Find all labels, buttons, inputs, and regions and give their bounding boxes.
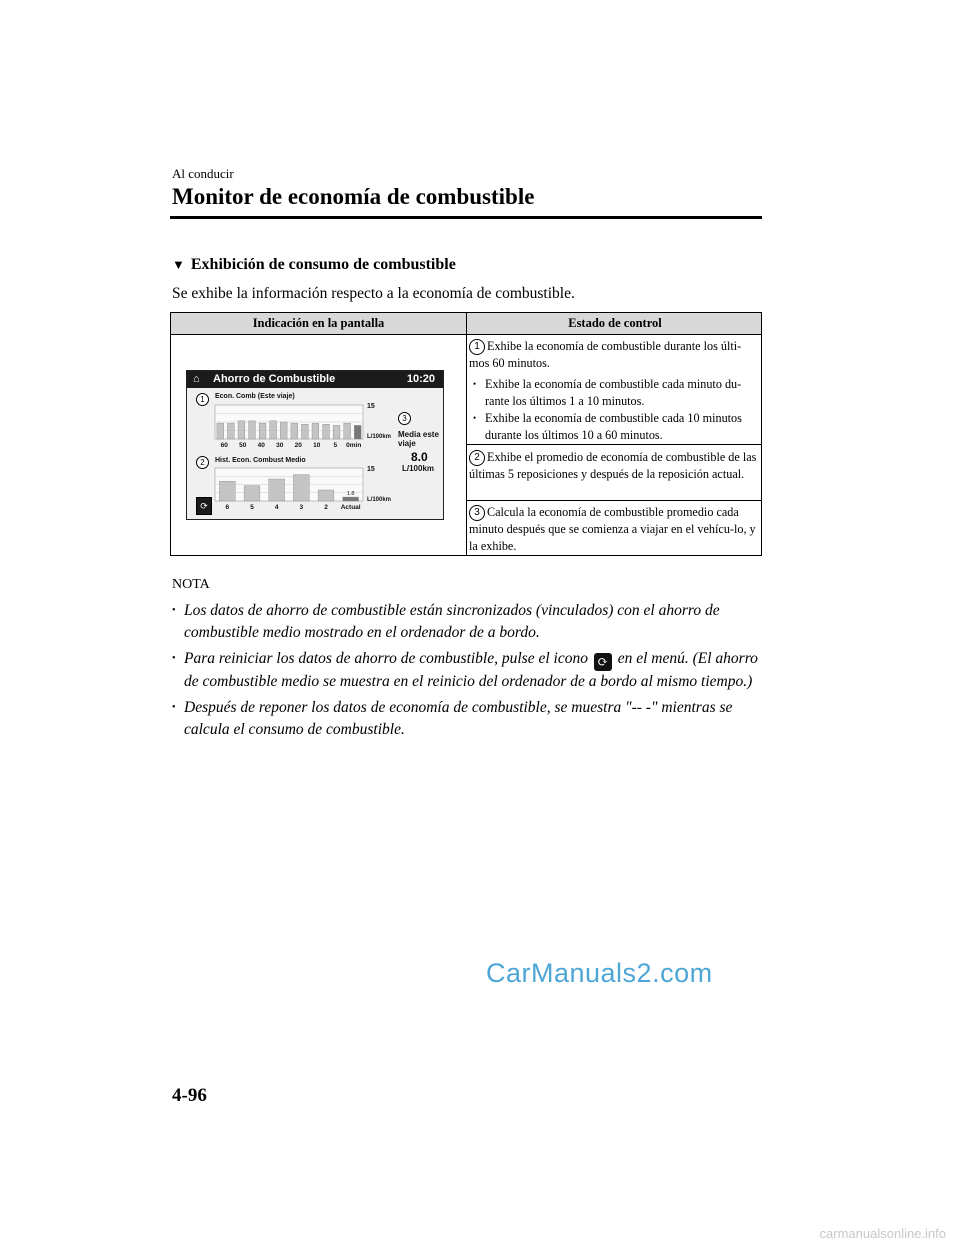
- row-text: Exhibe la economía de combustible durante los últi-mos 60 minutos.: [469, 339, 742, 370]
- section-label: Al conducir: [172, 166, 234, 181]
- reset-icon: ⟳: [594, 653, 612, 671]
- tick-label: 10: [313, 442, 321, 449]
- chart-bar: [318, 490, 334, 501]
- row-text: Calcula la economía de combustible promedio cada minuto después que se comienza a viajar en el vehícu-lo, y la exhibe.: [469, 505, 756, 553]
- chart-bar: [343, 497, 359, 501]
- chart-bar: [291, 423, 298, 439]
- note-text: Para reiniciar los datos de ahorro de combustible, pulse el icono: [184, 650, 588, 667]
- tick-label: 60: [220, 442, 228, 449]
- nota-label: NOTA: [172, 577, 210, 592]
- tick-label: 40: [257, 442, 265, 449]
- tick-label: 5: [250, 504, 254, 511]
- nota-list: [172, 600, 772, 745]
- row-divider: [466, 500, 762, 501]
- fuel-economy-screen: [186, 370, 444, 520]
- list-item: • Exhibe la economía de combustible cada minuto du-rante los últimos 1 a 10 minutos.: [483, 376, 759, 410]
- page-title: Monitor de economía de combustible: [172, 184, 535, 209]
- chart-bar: [270, 421, 277, 439]
- tick-label: 4: [274, 504, 279, 511]
- data-label: 1.8: [346, 491, 355, 498]
- chart-bar: [280, 422, 287, 439]
- number-badge: 1: [469, 339, 485, 355]
- callout-3: 3: [398, 412, 411, 425]
- tick-label: 0min: [346, 442, 362, 449]
- chart-bar: [354, 425, 361, 439]
- footer-watermark: carmanualsonline.info: [819, 1226, 946, 1241]
- list-item: • Después de reponer los datos de economía de combustible, se muestra "-- -" mientras se calcula el consumo de combustible.: [172, 697, 772, 741]
- avg-unit: L/100km: [402, 464, 435, 473]
- number-badge: 3: [469, 505, 485, 521]
- table-row: [469, 504, 759, 555]
- table-row: [469, 338, 759, 444]
- triangle-down-icon: ▼: [172, 257, 185, 272]
- callout-2: 2: [196, 456, 209, 469]
- watermark: CarManuals2.com: [486, 958, 713, 988]
- chart-bar: [312, 423, 319, 439]
- subheading-text: Exhibición de consumo de combustible: [190, 256, 456, 273]
- screen-clock: 10:20: [406, 373, 435, 385]
- list-item: • Exhibe la economía de combustible cada 10 minutos durante los últimos 10 a 60 minutos.: [483, 410, 759, 444]
- chart-bar: [344, 423, 351, 439]
- chart-bar: [219, 481, 235, 501]
- list-item: • Los datos de ahorro de combustible están sincronizados (vinculados) con el ahorro de combustible medio mostrado en el ordenador de a bordo.: [172, 600, 772, 644]
- tick-label: 3: [299, 504, 304, 511]
- title-rule: [170, 216, 762, 219]
- chart-bar: [238, 421, 245, 439]
- unit-label: L/100km: [367, 434, 392, 440]
- number-badge: 2: [469, 450, 485, 466]
- chart-bar: [244, 486, 260, 501]
- note-text: en el menú. (El ahorro de combustible medio se muestra en el reinicio del ordenador de a bordo al mismo tiempo.): [184, 650, 758, 690]
- chart-bar: [301, 424, 308, 439]
- tick-label: 30: [276, 442, 284, 449]
- chart-bar: [269, 479, 285, 501]
- screen-title-bar: [187, 371, 443, 388]
- tick-label: 50: [239, 442, 247, 449]
- reset-icon[interactable]: ⟳: [196, 497, 212, 515]
- section1-label: Econ. Comb (Este viaje): [215, 393, 295, 400]
- list-item: [172, 648, 772, 693]
- chart-bar: [249, 421, 256, 439]
- scale-max-2: 15: [367, 466, 375, 473]
- subheading: [172, 256, 456, 274]
- unit-label-2: L/100km: [367, 497, 392, 503]
- avg-label-2: viaje: [398, 439, 416, 448]
- col1-header: Indicación en la pantalla: [252, 316, 385, 330]
- section2-label: Hist. Econ. Combust Medio: [215, 457, 306, 464]
- bullet-list: [469, 376, 759, 444]
- avg-value: 8.0: [411, 450, 428, 464]
- scale-max: 15: [367, 403, 375, 410]
- row-divider: [466, 444, 762, 445]
- callout-1: 1: [196, 393, 209, 406]
- chart-bar: [293, 475, 309, 501]
- table-row: [469, 449, 759, 483]
- avg-label-1: Media este: [398, 430, 439, 439]
- chart-bar: [323, 424, 330, 439]
- column-divider: [466, 313, 467, 555]
- row-text: Exhibe el promedio de economía de combustible de las últimas 5 reposiciones y después de la reposición actual.: [469, 450, 757, 481]
- tick-label: 2: [324, 504, 328, 511]
- intro-text: Se exhibe la información respecto a la economía de combustible.: [172, 285, 575, 302]
- chart-bar: [259, 423, 266, 439]
- col2-header: Estado de control: [568, 316, 662, 330]
- tick-label: Actual: [340, 504, 361, 511]
- chart-bar: [333, 425, 340, 439]
- page-number: 4-96: [172, 1085, 207, 1106]
- screen-title: Ahorro de Combustible: [213, 373, 336, 385]
- chart-bar: [227, 423, 234, 439]
- tick-label: 6: [225, 504, 230, 511]
- chart-bar: [217, 423, 224, 439]
- house-icon[interactable]: ⌂: [193, 373, 200, 385]
- tick-label: 20: [294, 442, 302, 449]
- tick-label: 5: [333, 442, 338, 449]
